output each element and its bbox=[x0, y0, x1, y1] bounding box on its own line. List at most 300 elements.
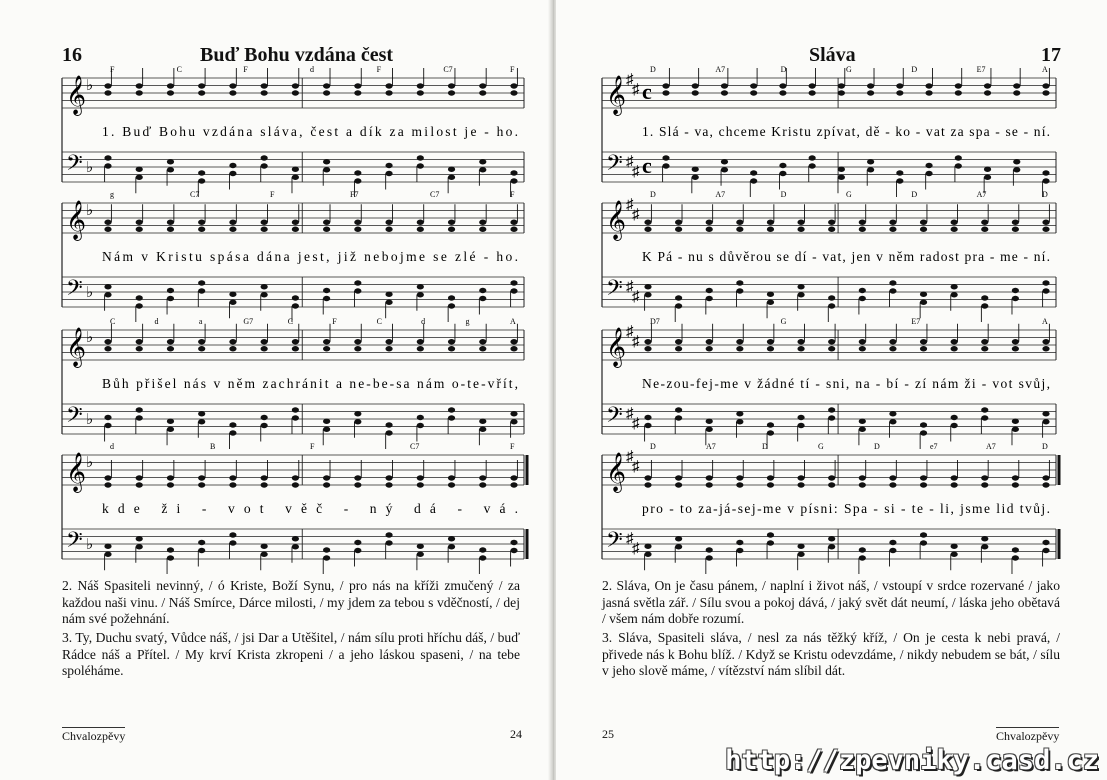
note-head bbox=[510, 227, 517, 232]
note-head bbox=[198, 540, 205, 545]
treble-clef-icon: 𝄞 bbox=[606, 202, 627, 239]
note-head bbox=[167, 547, 174, 552]
note-head bbox=[797, 552, 804, 557]
note-head bbox=[675, 346, 682, 351]
note-head bbox=[385, 346, 392, 351]
note-head bbox=[354, 170, 361, 175]
chord-symbol: C bbox=[176, 65, 183, 74]
note-head bbox=[167, 83, 174, 88]
note-head bbox=[479, 296, 486, 301]
note-head bbox=[229, 540, 236, 545]
note-head bbox=[889, 227, 896, 232]
note-head bbox=[925, 90, 932, 95]
note-head bbox=[323, 419, 330, 424]
note-head bbox=[323, 555, 330, 560]
note-head bbox=[448, 220, 455, 225]
note-head bbox=[675, 407, 682, 412]
note-head bbox=[1013, 90, 1020, 95]
key-signature-icon: ♯ bbox=[632, 334, 640, 350]
note-head bbox=[736, 540, 743, 545]
note-head bbox=[951, 415, 958, 420]
note-head bbox=[706, 419, 713, 424]
note-head bbox=[859, 555, 866, 560]
note-head bbox=[354, 411, 361, 416]
left-page bbox=[0, 0, 551, 780]
note-head bbox=[104, 415, 111, 420]
note-head bbox=[385, 532, 392, 537]
note-head bbox=[736, 475, 743, 480]
note-head bbox=[479, 159, 486, 164]
note-head bbox=[136, 339, 143, 344]
note-head bbox=[510, 419, 517, 424]
treble-clef-icon: 𝄞 bbox=[606, 329, 627, 366]
note-head bbox=[198, 178, 205, 183]
note-head bbox=[385, 83, 392, 88]
note-head bbox=[750, 178, 757, 183]
note-head bbox=[859, 419, 866, 424]
note-head bbox=[1042, 346, 1049, 351]
note-head bbox=[354, 288, 361, 293]
note-head bbox=[167, 346, 174, 351]
note-head bbox=[797, 227, 804, 232]
key-signature-icon: ♯ bbox=[626, 324, 634, 340]
note-head bbox=[323, 547, 330, 552]
note-head bbox=[479, 555, 486, 560]
note-head bbox=[951, 346, 958, 351]
note-head bbox=[706, 475, 713, 480]
note-head bbox=[417, 220, 424, 225]
note-head bbox=[675, 482, 682, 487]
note-head bbox=[385, 227, 392, 232]
note-head bbox=[448, 346, 455, 351]
note-head bbox=[644, 220, 651, 225]
note-head bbox=[167, 227, 174, 232]
note-head bbox=[136, 83, 143, 88]
note-head bbox=[323, 339, 330, 344]
note-head bbox=[136, 90, 143, 95]
note-head bbox=[809, 90, 816, 95]
note-head bbox=[644, 415, 651, 420]
chord-symbol: F bbox=[310, 442, 315, 451]
note-head bbox=[1042, 178, 1049, 183]
note-head bbox=[981, 346, 988, 351]
note-head bbox=[955, 83, 962, 88]
note-head bbox=[828, 339, 835, 344]
note-head bbox=[767, 430, 774, 435]
note-head bbox=[644, 292, 651, 297]
note-head bbox=[167, 90, 174, 95]
key-signature-icon: ♯ bbox=[632, 207, 640, 223]
key-signature-icon: ♭ bbox=[86, 412, 94, 428]
note-head bbox=[510, 280, 517, 285]
note-head bbox=[896, 83, 903, 88]
note-head bbox=[229, 422, 236, 427]
note-head bbox=[292, 90, 299, 95]
note-head bbox=[920, 300, 927, 305]
note-head bbox=[644, 423, 651, 428]
note-head bbox=[354, 339, 361, 344]
note-head bbox=[448, 339, 455, 344]
key-signature-icon: ♭ bbox=[86, 160, 94, 176]
note-head bbox=[354, 178, 361, 183]
note-head bbox=[292, 175, 299, 180]
note-head bbox=[479, 475, 486, 480]
note-head bbox=[828, 303, 835, 308]
note-head bbox=[323, 90, 330, 95]
note-head bbox=[828, 295, 835, 300]
note-head bbox=[1013, 159, 1020, 164]
note-head bbox=[167, 482, 174, 487]
note-head bbox=[292, 346, 299, 351]
chord-symbol: a bbox=[198, 317, 203, 326]
bass-clef-icon: 𝄢 bbox=[66, 276, 83, 305]
note-head bbox=[767, 292, 774, 297]
chord-symbol: E7 bbox=[976, 65, 986, 74]
note-head bbox=[479, 167, 486, 172]
note-head bbox=[354, 83, 361, 88]
note-head bbox=[510, 178, 517, 183]
chord-symbol: G bbox=[846, 65, 852, 74]
chord-symbol: G bbox=[780, 317, 787, 326]
treble-clef-icon: 𝄞 bbox=[66, 202, 87, 239]
note-head bbox=[136, 227, 143, 232]
note-head bbox=[510, 339, 517, 344]
lyrics-line: Bůh přišel nás v něm zachránit a ne-be-sa nám o-te-vřít, bbox=[102, 376, 518, 391]
key-signature-icon: ♭ bbox=[86, 455, 94, 471]
note-head bbox=[136, 167, 143, 172]
note-head bbox=[1042, 227, 1049, 232]
note-head bbox=[1012, 339, 1019, 344]
note-head bbox=[981, 475, 988, 480]
chord-symbol: E7 bbox=[911, 317, 921, 326]
note-head bbox=[736, 482, 743, 487]
key-signature-icon: ♯ bbox=[626, 406, 634, 422]
footer-page-number-left: 24 bbox=[510, 727, 522, 741]
note-head bbox=[889, 482, 896, 487]
note-head bbox=[920, 430, 927, 435]
note-head bbox=[510, 548, 517, 553]
note-head bbox=[136, 295, 143, 300]
note-head bbox=[889, 339, 896, 344]
note-head bbox=[750, 170, 757, 175]
note-head bbox=[104, 544, 111, 549]
chord-symbol: F bbox=[332, 317, 337, 326]
note-head bbox=[261, 90, 268, 95]
bass-clef-icon: 𝄢 bbox=[606, 276, 623, 305]
note-head bbox=[692, 83, 699, 88]
note-head bbox=[984, 83, 991, 88]
note-head bbox=[1013, 167, 1020, 172]
note-head bbox=[510, 288, 517, 293]
note-head bbox=[1042, 339, 1049, 344]
note-head bbox=[828, 475, 835, 480]
lyrics-line: 1. Buď Bohu vzdána sláva, čest a dík za milost je - ho. bbox=[102, 124, 519, 139]
note-head bbox=[1042, 90, 1049, 95]
note-head bbox=[261, 544, 268, 549]
note-head bbox=[417, 83, 424, 88]
note-head bbox=[644, 284, 651, 289]
note-head bbox=[448, 175, 455, 180]
note-head bbox=[417, 155, 424, 160]
note-head bbox=[261, 552, 268, 557]
note-head bbox=[867, 83, 874, 88]
note-head bbox=[417, 423, 424, 428]
note-head bbox=[104, 284, 111, 289]
lyrics-line: K Pá - nu s důvěrou se dí - vat, jen v něm radost pra - me - ní. bbox=[642, 249, 1050, 264]
chord-symbol: g bbox=[110, 190, 114, 199]
note-head bbox=[779, 163, 786, 168]
note-head bbox=[828, 346, 835, 351]
note-head bbox=[354, 548, 361, 553]
note-head bbox=[292, 544, 299, 549]
note-head bbox=[706, 427, 713, 432]
key-signature-icon: ♯ bbox=[626, 449, 634, 465]
note-head bbox=[920, 292, 927, 297]
note-head bbox=[198, 220, 205, 225]
note-head bbox=[981, 303, 988, 308]
note-head bbox=[198, 280, 205, 285]
note-head bbox=[867, 90, 874, 95]
chord-symbol: F bbox=[376, 65, 382, 74]
note-head bbox=[889, 411, 896, 416]
note-head bbox=[385, 163, 392, 168]
footer-book-name-right: Chvalozpěvy bbox=[996, 729, 1060, 743]
note-head bbox=[675, 536, 682, 541]
note-head bbox=[292, 167, 299, 172]
chord-symbol: D bbox=[650, 442, 656, 451]
chord-symbol: A7 bbox=[706, 442, 716, 451]
page-number-left: 16 bbox=[62, 44, 82, 66]
lyrics-line: pro - to za-já-sej-me v písni: Spa - si - te - li, jsme lid tvůj. bbox=[642, 501, 1050, 516]
note-head bbox=[417, 90, 424, 95]
note-head bbox=[706, 288, 713, 293]
note-head bbox=[797, 544, 804, 549]
key-signature-icon: ♭ bbox=[86, 330, 94, 346]
note-head bbox=[859, 227, 866, 232]
note-head bbox=[417, 292, 424, 297]
note-head bbox=[479, 346, 486, 351]
note-head bbox=[889, 475, 896, 480]
note-head bbox=[229, 475, 236, 480]
note-head bbox=[354, 540, 361, 545]
note-head bbox=[859, 475, 866, 480]
note-head bbox=[767, 475, 774, 480]
note-head bbox=[706, 339, 713, 344]
note-head bbox=[448, 295, 455, 300]
note-head bbox=[767, 482, 774, 487]
note-head bbox=[167, 220, 174, 225]
lyrics-line: Nám v Kristu spása dána jest, již nebojme se zlé - ho. bbox=[102, 249, 518, 264]
note-head bbox=[229, 532, 236, 537]
chord-symbol: d bbox=[310, 65, 314, 74]
note-head bbox=[675, 220, 682, 225]
note-head bbox=[510, 83, 517, 88]
note-head bbox=[721, 83, 728, 88]
note-head bbox=[292, 83, 299, 88]
note-head bbox=[809, 155, 816, 160]
note-head bbox=[889, 540, 896, 545]
treble-clef-icon: 𝄞 bbox=[66, 454, 87, 491]
note-head bbox=[736, 419, 743, 424]
treble-clef-icon: 𝄞 bbox=[66, 329, 87, 366]
note-head bbox=[981, 482, 988, 487]
key-signature-icon: ♭ bbox=[86, 78, 94, 94]
key-signature-icon: ♯ bbox=[632, 164, 640, 180]
note-head bbox=[104, 227, 111, 232]
note-head bbox=[920, 339, 927, 344]
note-head bbox=[736, 227, 743, 232]
time-signature-icon: c bbox=[642, 153, 652, 178]
note-head bbox=[510, 475, 517, 480]
bass-clef-icon: 𝄢 bbox=[606, 151, 623, 180]
note-head bbox=[981, 220, 988, 225]
note-head bbox=[261, 475, 268, 480]
note-head bbox=[104, 83, 111, 88]
note-head bbox=[510, 90, 517, 95]
treble-clef-icon: 𝄞 bbox=[606, 77, 627, 114]
verse-2-right: 2. Sláva, On je času pánem, / naplní i život náš, / vstoupí v srdce rozervané / jako jasná světla zář. / Sílu svou a pokoj dává, / jaký svět dát neumí, / láska jeho obětavá / všem nám dobře rozumí. bbox=[602, 578, 1060, 626]
bass-clef-icon: 𝄢 bbox=[606, 528, 623, 557]
note-head bbox=[136, 415, 143, 420]
chord-symbol: D bbox=[780, 190, 787, 199]
note-head bbox=[1012, 346, 1019, 351]
note-head bbox=[984, 167, 991, 172]
chord-symbol: g bbox=[465, 317, 470, 326]
note-head bbox=[323, 346, 330, 351]
note-head bbox=[896, 178, 903, 183]
note-head bbox=[448, 482, 455, 487]
note-head bbox=[510, 170, 517, 175]
note-head bbox=[292, 482, 299, 487]
note-head bbox=[136, 346, 143, 351]
chord-symbol: C bbox=[110, 317, 116, 326]
note-head bbox=[779, 171, 786, 176]
note-head bbox=[510, 482, 517, 487]
note-head bbox=[261, 227, 268, 232]
note-head bbox=[261, 339, 268, 344]
note-head bbox=[292, 303, 299, 308]
note-head bbox=[838, 90, 845, 95]
chord-symbol: F7 bbox=[350, 190, 359, 199]
note-head bbox=[951, 552, 958, 557]
note-head bbox=[984, 90, 991, 95]
note-head bbox=[797, 475, 804, 480]
note-head bbox=[706, 547, 713, 552]
note-head bbox=[706, 482, 713, 487]
note-head bbox=[323, 220, 330, 225]
note-head bbox=[736, 288, 743, 293]
note-head bbox=[385, 292, 392, 297]
note-head bbox=[104, 220, 111, 225]
note-head bbox=[920, 220, 927, 225]
note-head bbox=[354, 482, 361, 487]
note-head bbox=[721, 159, 728, 164]
note-head bbox=[925, 171, 932, 176]
note-head bbox=[448, 90, 455, 95]
lyrics-line: 1. Slá - va, chceme Kristu zpívat, dě - ko - vat za spa - se - ní. bbox=[642, 124, 1050, 139]
key-signature-icon: ♯ bbox=[632, 459, 640, 475]
note-head bbox=[828, 415, 835, 420]
note-head bbox=[981, 295, 988, 300]
note-head bbox=[889, 548, 896, 553]
note-head bbox=[889, 419, 896, 424]
chord-symbol: C7 bbox=[443, 65, 453, 74]
note-head bbox=[859, 296, 866, 301]
note-head bbox=[417, 475, 424, 480]
note-head bbox=[644, 227, 651, 232]
chord-symbol: D bbox=[874, 442, 880, 451]
watermark-url: http://zpevniky.casd.cz bbox=[725, 745, 1099, 776]
note-head bbox=[1042, 419, 1049, 424]
note-head bbox=[1042, 170, 1049, 175]
note-head bbox=[136, 407, 143, 412]
note-head bbox=[675, 544, 682, 549]
chord-symbol: F bbox=[510, 442, 515, 451]
note-head bbox=[448, 407, 455, 412]
time-signature-icon: c bbox=[642, 79, 652, 104]
note-head bbox=[104, 339, 111, 344]
chord-symbol: F bbox=[510, 190, 515, 199]
chord-symbol: d bbox=[110, 442, 114, 451]
note-head bbox=[675, 295, 682, 300]
lyrics-line: Ne-zou-fej-me v žádné tí - sni, na - bí - zí nám ži - vot svůj, bbox=[642, 376, 1050, 391]
verse-3-right: 3. Sláva, Spasiteli sláva, / nesl za nás těžký kříž, / On je cesta k nebi pravá, / přivede nás k Bohu blíž. / Když se Kristu odevzdáme, / nikdy nebudem se bát, / sílu v jeho slově máme, / vítězství nám slíbil dát. bbox=[602, 630, 1060, 678]
chord-symbol: F bbox=[270, 190, 275, 199]
note-head bbox=[920, 540, 927, 545]
note-head bbox=[229, 339, 236, 344]
note-head bbox=[981, 544, 988, 549]
note-head bbox=[797, 346, 804, 351]
chord-symbol: A bbox=[1042, 317, 1048, 326]
note-head bbox=[104, 482, 111, 487]
note-head bbox=[706, 555, 713, 560]
note-head bbox=[104, 475, 111, 480]
note-head bbox=[354, 220, 361, 225]
note-head bbox=[767, 346, 774, 351]
note-head bbox=[706, 220, 713, 225]
note-head bbox=[198, 482, 205, 487]
note-head bbox=[889, 220, 896, 225]
note-head bbox=[721, 167, 728, 172]
note-head bbox=[292, 407, 299, 412]
note-head bbox=[644, 339, 651, 344]
note-head bbox=[889, 280, 896, 285]
chord-symbol: C bbox=[376, 317, 383, 326]
note-head bbox=[510, 220, 517, 225]
note-head bbox=[797, 292, 804, 297]
note-head bbox=[797, 339, 804, 344]
note-head bbox=[644, 544, 651, 549]
note-head bbox=[692, 90, 699, 95]
note-head bbox=[479, 227, 486, 232]
note-head bbox=[354, 227, 361, 232]
note-head bbox=[951, 292, 958, 297]
chord-symbol: d bbox=[154, 317, 159, 326]
note-head bbox=[385, 475, 392, 480]
note-head bbox=[736, 220, 743, 225]
chord-symbol: D bbox=[1042, 442, 1048, 451]
note-head bbox=[323, 288, 330, 293]
note-head bbox=[809, 83, 816, 88]
key-signature-icon: ♭ bbox=[86, 537, 94, 553]
note-head bbox=[1012, 427, 1019, 432]
note-head bbox=[417, 482, 424, 487]
note-head bbox=[323, 167, 330, 172]
chord-symbol: C7 bbox=[410, 442, 420, 451]
note-head bbox=[417, 346, 424, 351]
note-head bbox=[867, 159, 874, 164]
note-head bbox=[417, 415, 424, 420]
